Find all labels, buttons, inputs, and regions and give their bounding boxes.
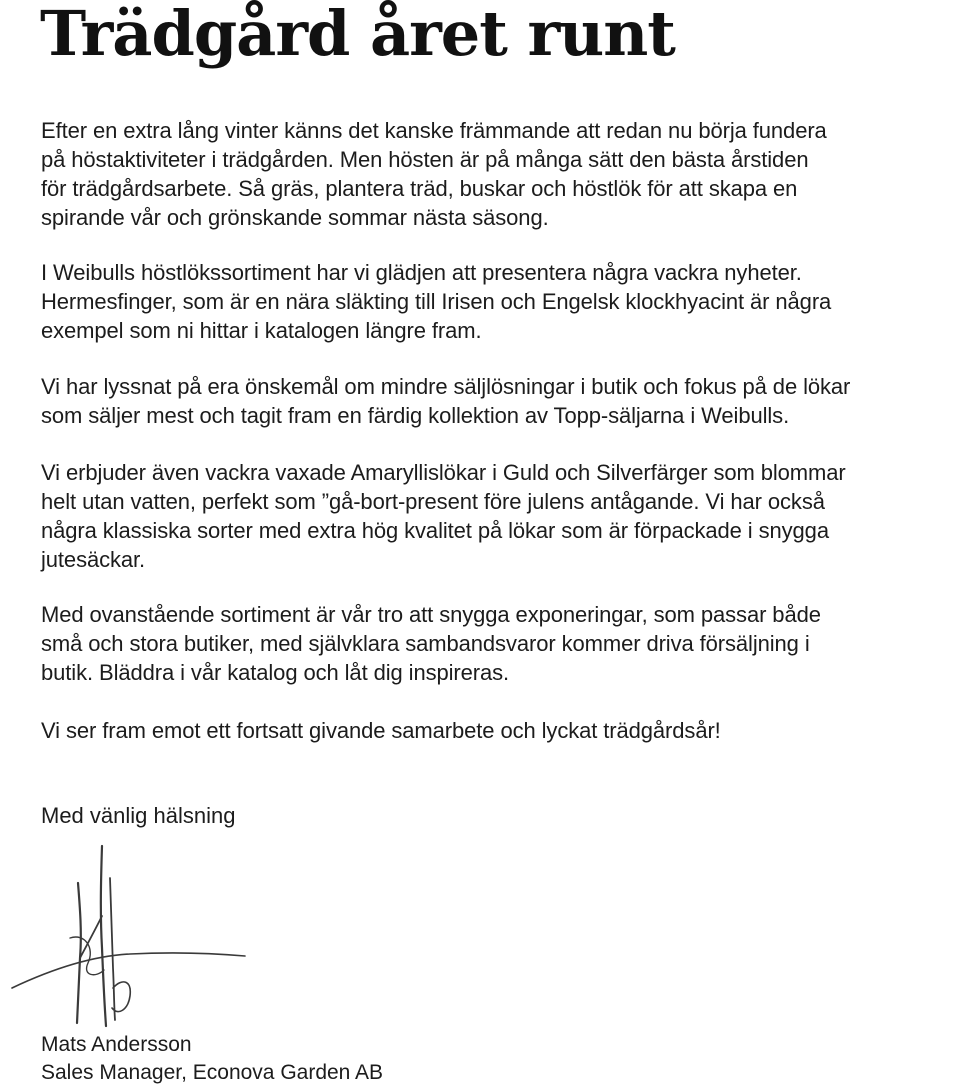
text-line: Efter en extra lång vinter känns det kanske främmande att redan nu börja fundera xyxy=(41,118,827,143)
text-line: Hermesfinger, som är en nära släkting till Irisen och Engelsk klockhyacint är några xyxy=(41,289,832,314)
text-line: spirande vår och grönskande sommar nästa säsong. xyxy=(41,205,549,230)
text-line: exempel som ni hittar i katalogen längre fram. xyxy=(41,318,482,343)
text-line: på höstaktiviteter i trädgården. Men hösten är på många sätt den bästa årstiden xyxy=(41,147,809,172)
text-line: små och stora butiker, med självklara sambandsvaror kommer driva försäljning i xyxy=(41,631,810,656)
text-line: jutesäckar. xyxy=(41,547,146,572)
paragraph-intro xyxy=(41,116,960,232)
text-line: några klassiska sorter med extra hög kvalitet på lökar som är förpackade i snygga xyxy=(41,518,829,543)
text-line: I Weibulls höstlökssortiment har vi glädjen att presentera några vackra nyheter. xyxy=(41,260,802,285)
closing-greeting: Med vänlig hälsning xyxy=(41,803,236,828)
signer-name: Mats Andersson xyxy=(41,1033,192,1056)
paragraph-collection xyxy=(41,372,960,430)
paragraph-thanks xyxy=(41,716,960,745)
text-line: butik. Bläddra i vår katalog och låt dig inspireras. xyxy=(41,660,510,685)
text-line: för trädgårdsarbete. Så gräs, plantera träd, buskar och höstlök för att skapa en xyxy=(41,176,798,201)
text-line: Vi erbjuder även vackra vaxade Amaryllislökar i Guld och Silverfärger som blommar xyxy=(41,460,846,485)
page-title: Trädgård året runt xyxy=(40,0,675,70)
text-line: som säljer mest och tagit fram en färdig kollektion av Topp-säljarna i Weibulls. xyxy=(41,403,790,428)
text-line: Vi har lyssnat på era önskemål om mindre säljlösningar i butik och fokus på de lökar xyxy=(41,374,851,399)
paragraph-amaryllis xyxy=(41,458,960,574)
handwritten-signature xyxy=(0,838,280,1038)
signer-role: Sales Manager, Econova Garden AB xyxy=(41,1061,384,1084)
text-line: Vi ser fram emot ett fortsatt givande samarbete och lyckat trädgårdsår! xyxy=(41,718,721,743)
paragraph-news xyxy=(41,258,960,345)
text-line: helt utan vatten, perfekt som ”gå-bort-present före julens antågande. Vi har också xyxy=(41,489,825,514)
text-line: Med ovanstående sortiment är vår tro att snygga exponeringar, som passar både xyxy=(41,602,821,627)
paragraph-assortment xyxy=(41,600,960,687)
